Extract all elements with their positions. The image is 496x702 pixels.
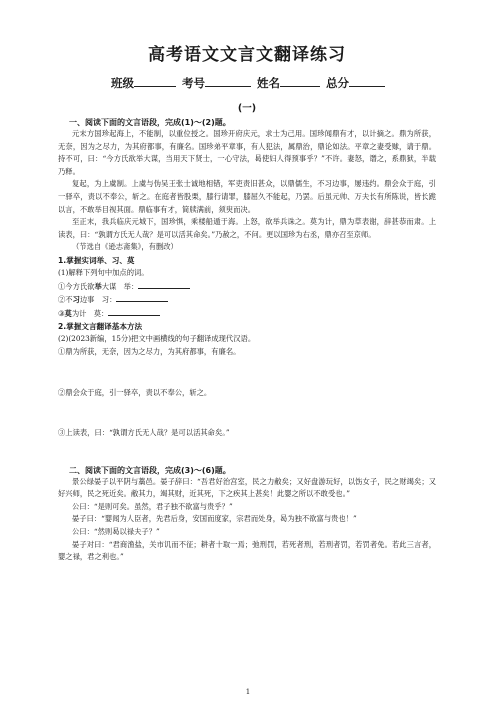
section-number: (一) [237, 103, 257, 114]
answer-space[interactable] [58, 440, 436, 462]
score-blank[interactable] [349, 75, 385, 87]
vocab-item [58, 280, 436, 294]
answer-space[interactable] [58, 359, 436, 387]
class-blank[interactable] [134, 75, 176, 87]
passage-1-para-1: 元末方国珍起海上，不能制，以重位授之。国珍开府庆元，求士为己用。国珍闻鼎有才，以计摘之。鼎为所获，无奈，因为之尽力，为其府都事，有廉名。国珍弟平章事，有人犯法，属鼎治，鼎论如法。平章之妻受赇，请于鼎。持不可，曰：“今方氏欲举大谋，当用天下贤士，一心守法，曷使妇人得预事乎？”不许。妻怒，谮之，系鼎狱，半载乃释。 [58, 129, 436, 176]
passage-2-para-4: 公曰：“然则曷以禄夫子？” [72, 527, 160, 537]
sub-question-2-intro: (2)(2023新编，15分)把文中画横线的句子翻译成现代汉语。 [58, 334, 256, 344]
exam-no-blank[interactable] [205, 75, 251, 87]
name-blank[interactable] [280, 75, 320, 87]
answer-space[interactable] [58, 399, 436, 427]
sub-question-1-title: 1.掌握实词举、习、莫 [58, 255, 135, 265]
passage-1-para-2: 复起，为上虞制。上虞与伪吴王张士诚地相错，军吏责旧甚众，以鼎儒生，不习边事，屡违约。鼎会众于庭，引一驿卒，责以不奉公，斩之。在庭者皆股栗，膝行请罪，膝屈久不能起，乃罢。后虽元帅、万夫长有所陈说，皆长跪以言，不敢举目视其面。鼎临事有才，简牍满前，须臾而决。 [58, 179, 436, 214]
question-2-heading: 二、阅读下面的文言语段，完成(3)～(6)题。 [69, 465, 231, 475]
score-label: 总分 [326, 76, 350, 90]
page-number: 1 [245, 688, 251, 696]
vocab-dotted-word: 举 [94, 281, 102, 291]
vocab-item [58, 293, 436, 307]
vocab-item-suffix: 边事 习： [79, 295, 117, 305]
vocab-item-prefix: ③ [58, 308, 65, 318]
translation-item: ②鼎会众于庭，引一驿卒，责以不奉公，斩之。 [58, 387, 212, 397]
sub-question-1-intro: (1)解释下列句中加点的词。 [58, 267, 149, 277]
answer-blank[interactable] [108, 307, 160, 316]
passage-2-para-3: 晏子曰：“婴闻为人臣者，先君后身，安国而度家，宗君而处身，曷为独不欲富与贵也！” [72, 514, 357, 524]
vocab-item-suffix: 为计 莫： [71, 308, 109, 318]
answer-blank[interactable] [116, 293, 168, 302]
sub-question-2-title: 2.掌握文言翻译基本方法 [58, 322, 143, 332]
question-1-heading: 一、阅读下面的文言语段，完成(1)～(2)题。 [69, 118, 231, 127]
student-info-line [58, 75, 436, 91]
vocab-item-suffix: 大谋 举： [101, 281, 139, 291]
vocab-item-prefix: ①今方氏欲 [58, 281, 95, 291]
passage-1-source: （节选自《逊志斋集》，有删改） [72, 242, 178, 252]
answer-blank[interactable] [138, 280, 190, 289]
passage-1-para-3: 至正末，我兵临庆元城下，国珍惧，乘楼船遁于海。上怒，欲举兵诛之。莫为计，鼎为草表谢，辞甚恭而肃。上读表，曰：“孰谓方氏无人哉？是可以活其命矣。”乃赦之，不问。更以国珍为右丞，鼎亦召至京师。 [58, 217, 436, 239]
page-title: 高考语文文言文翻译练习 [148, 45, 346, 65]
passage-2-para-2: 公曰：“是则可矣。虽然，君子独不欲富与贵乎？” [72, 501, 233, 511]
name-label: 姓名 [257, 76, 280, 90]
vocab-item [58, 307, 436, 321]
passage-2-para-1: 景公绿晏子以平阴与藁邑。晏子辞曰：“吾君好治宫室，民之力敝矣；又好盘游玩好，以饬女子，民之财竭矣；又好兴师，民之死近矣。敝其力，竭其财，近其死，下之疾其上甚矣！此婴之所以不敢受也。” [58, 476, 436, 499]
class-label: 班级 [110, 76, 134, 90]
translation-item: ③上读表，曰：“孰谓方氏无人哉？是可以活其命矣。” [58, 428, 230, 438]
passage-2-para-5: 晏子对曰：“君商渔盐，关市讥而不征；耕者十取一焉；弛刑罚，若死者刑，若刑者罚，若罚者免。若此三言者，婴之禄，君之利也。” [58, 539, 436, 562]
translation-item: ①鼎为所获，无奈，因为之尽力，为其府都事，有廉名。 [58, 346, 241, 356]
vocab-item-prefix: ②不 [58, 295, 73, 305]
exam-no-label: 考号 [181, 76, 205, 90]
vocab-dotted-word: 莫 [64, 308, 72, 318]
vocab-dotted-word: 习 [72, 295, 80, 305]
